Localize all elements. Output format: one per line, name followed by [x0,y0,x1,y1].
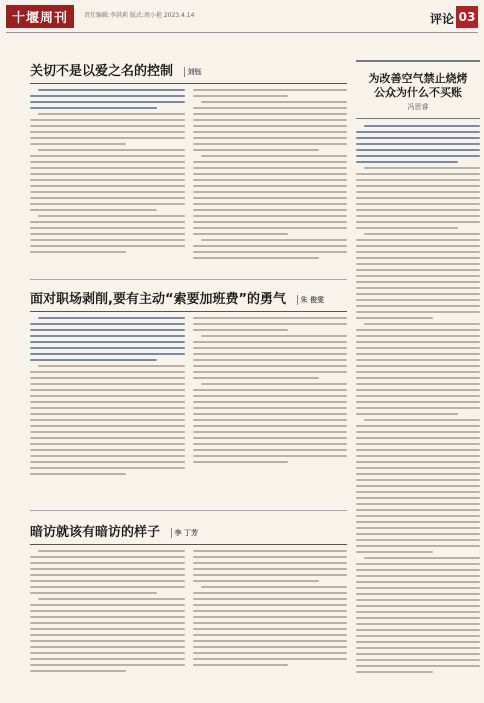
article-divider [30,510,347,511]
side-headline-line-2: 公众为什么不买账 [374,86,462,99]
headline-rule [30,83,347,84]
side-headline [356,72,480,100]
side-headline-line-1: 为改善空气禁止烧烤 [368,72,468,85]
main-column [30,60,347,696]
body-column-right [193,89,348,263]
side-rule [356,118,480,119]
article-body [30,317,347,479]
article-1 [30,60,347,275]
brand-logo: 十堰周刊 [6,5,74,28]
article-3 [30,521,347,696]
article-author: 朱 俊雯 [297,295,324,305]
article-headline [30,521,347,540]
body-column-right [193,317,348,479]
masthead-rule [6,32,478,33]
side-author: 冯思睿 [407,103,429,111]
page-number: 03 [456,6,478,28]
body-column-left [30,89,185,263]
article-body [30,89,347,263]
editor-info: 责任编辑:李洪莉 版式:周小艳 2023.4.14 [84,12,195,19]
side-body [356,125,480,673]
article-divider [30,279,347,280]
article-2 [30,288,347,502]
headline-text: 面对职场剥削,要有主动“索要加班费”的勇气 [30,292,287,307]
headline-text: 暗访就该有暗访的样子 [30,525,161,540]
article-author: 刘钰 [184,67,202,77]
body-column-left [30,550,185,676]
body-column-left [30,317,185,479]
article-author: 李 丁芳 [171,528,198,538]
side-column [356,60,480,696]
masthead [0,0,484,34]
headline-rule [30,544,347,545]
article-headline [30,288,347,307]
headline-rule [30,311,347,312]
article-headline [30,60,347,79]
section-title: 评论 [429,12,454,26]
body-column-right [193,550,348,676]
headline-text: 关切不是以爱之名的控制 [30,64,174,79]
side-article [356,60,480,673]
article-body [30,550,347,676]
